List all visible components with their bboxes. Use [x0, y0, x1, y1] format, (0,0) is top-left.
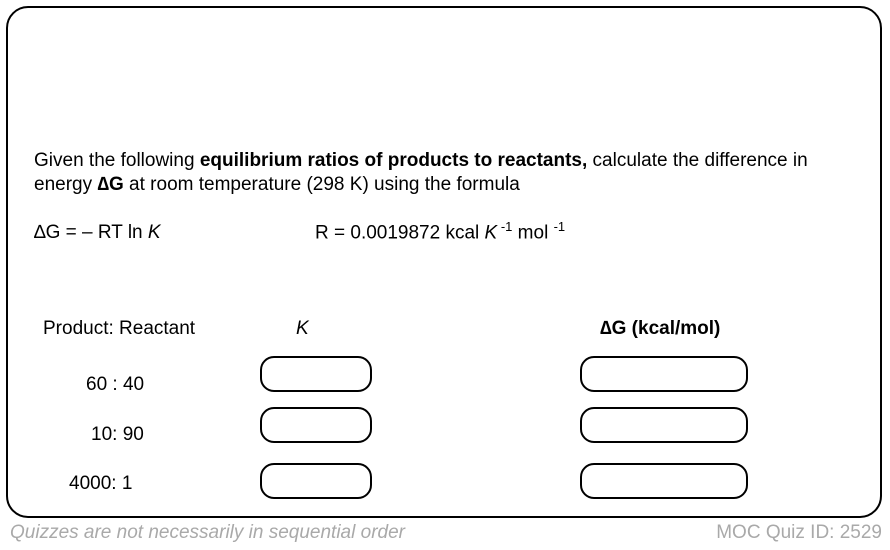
constant-text: R = 0.0019872 kcal — [315, 222, 485, 244]
constant-k: K — [484, 222, 498, 244]
prompt-intro: Given the following — [34, 150, 200, 171]
delta-g-answer-input-row-1[interactable] — [580, 356, 748, 392]
quiz-id: MOC Quiz ID: 2529 — [716, 522, 882, 543]
prompt-emphasis: equilibrium ratios of products to reactants, — [199, 150, 588, 171]
k-answer-input-row-1[interactable] — [260, 356, 372, 392]
k-answer-input-row-2[interactable] — [260, 407, 372, 443]
formula-k: K — [147, 222, 161, 243]
ratio-row-1: 60 : 40 — [86, 374, 145, 395]
gas-constant — [315, 219, 565, 244]
constant-exp2: -1 — [553, 219, 566, 234]
delta-g-answer-input-row-2[interactable] — [580, 407, 748, 443]
ratio-row-3: 4000: 1 — [69, 473, 133, 494]
delta-g-answer-input-row-3[interactable] — [580, 463, 748, 499]
prompt-rest: calculate the difference in energy — [34, 150, 808, 195]
question-prompt — [34, 149, 854, 197]
constant-mol: mol — [512, 222, 554, 244]
column-header-delta-g: ∆G (kcal/mol) — [600, 318, 721, 339]
constant-exp1: -1 — [497, 219, 513, 234]
ratio-row-2: 10: 90 — [91, 424, 144, 445]
column-header-product-reactant: Product: Reactant — [43, 318, 196, 339]
k-answer-input-row-3[interactable] — [260, 463, 372, 499]
prompt-delta-g: ∆G — [97, 174, 124, 195]
footer-disclaimer: Quizzes are not necessarily in sequential order — [10, 522, 405, 543]
prompt-tail: at room temperature (298 K) using the formula — [123, 174, 520, 195]
column-header-k: K — [296, 318, 309, 339]
formula-lhs: ∆G = – RT ln — [34, 222, 148, 243]
gibbs-formula — [34, 222, 161, 244]
